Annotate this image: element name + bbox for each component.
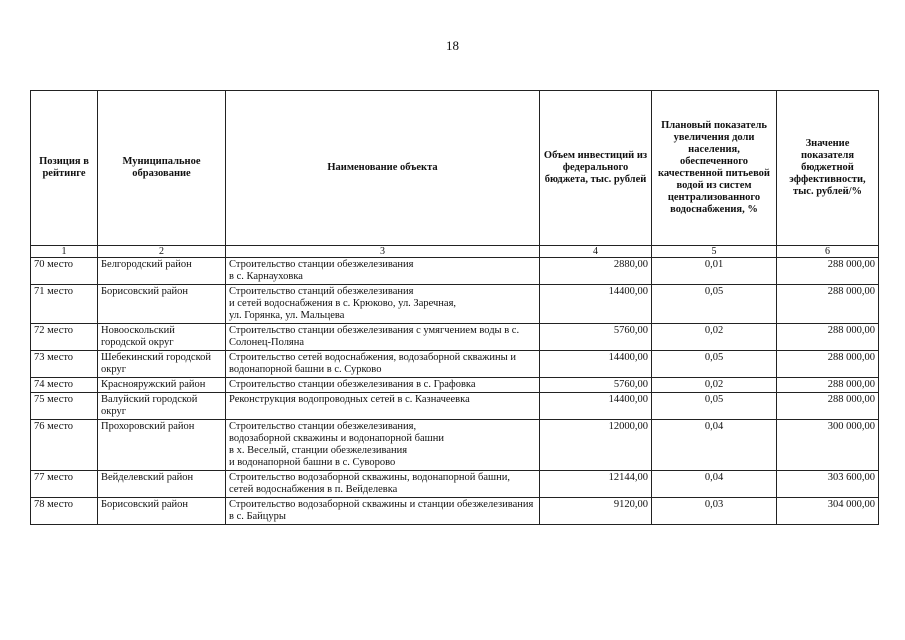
column-number: 5 [652, 246, 777, 258]
row-efficiency: 288 000,00 [777, 393, 879, 420]
rating-table [30, 90, 879, 525]
table-row [31, 324, 879, 351]
row-object-name: Строительство водозаборной скважины и станции обезжелезивания в с. Байцуры [226, 498, 540, 525]
row-position: 77 место [31, 471, 98, 498]
row-position: 76 место [31, 420, 98, 471]
row-investment: 12144,00 [540, 471, 652, 498]
table-row [31, 393, 879, 420]
row-object-name: Строительство сетей водоснабжения, водозаборной скважины и водонапорной башни в с. Сурково [226, 351, 540, 378]
column-number: 2 [98, 246, 226, 258]
row-position: 78 место [31, 498, 98, 525]
table-row [31, 258, 879, 285]
column-number: 6 [777, 246, 879, 258]
row-municipality: Вейделевский район [98, 471, 226, 498]
row-position: 70 место [31, 258, 98, 285]
row-object-name: Строительство станции обезжелезивания в с. Графовка [226, 378, 540, 393]
row-indicator: 0,05 [652, 285, 777, 324]
header-object: Наименование объекта [226, 91, 540, 246]
row-indicator: 0,01 [652, 258, 777, 285]
row-indicator: 0,05 [652, 351, 777, 378]
row-indicator: 0,02 [652, 324, 777, 351]
row-investment: 2880,00 [540, 258, 652, 285]
header-indicator: Плановый показатель увеличения доли населения, обеспеченного качественной питьевой водой из систем централизованного водоснабжения, % [652, 91, 777, 246]
header-municipality: Муниципальное образование [98, 91, 226, 246]
row-investment: 14400,00 [540, 393, 652, 420]
row-investment: 14400,00 [540, 285, 652, 324]
row-municipality: Прохоровский район [98, 420, 226, 471]
row-object-name: Строительство станции обезжелезивания, водозаборной скважины и водонапорной башни в х. Веселый, станции обезжелезивания и водонапорной башни в с. Суворово [226, 420, 540, 471]
table-row [31, 498, 879, 525]
row-position: 72 место [31, 324, 98, 351]
row-object-name: Строительство водозаборной скважины, водонапорной башни, сетей водоснабжения в п. Вейделевка [226, 471, 540, 498]
row-position: 71 место [31, 285, 98, 324]
row-municipality: Белгородский район [98, 258, 226, 285]
column-number: 4 [540, 246, 652, 258]
header-efficiency: Значение показателя бюджетной эффективности, тыс. рублей/% [777, 91, 879, 246]
table-row [31, 378, 879, 393]
table-row [31, 471, 879, 498]
row-position: 73 место [31, 351, 98, 378]
row-indicator: 0,04 [652, 420, 777, 471]
header-investment: Объем инвестиций из федерального бюджета, тыс. рублей [540, 91, 652, 246]
row-indicator: 0,05 [652, 393, 777, 420]
row-efficiency: 304 000,00 [777, 498, 879, 525]
page-number: 18 [446, 38, 459, 53]
row-efficiency: 288 000,00 [777, 258, 879, 285]
row-efficiency: 288 000,00 [777, 351, 879, 378]
row-object-name: Строительство станции обезжелезивания с умягчением воды в с. Солонец-Поляна [226, 324, 540, 351]
table-row [31, 420, 879, 471]
row-position: 74 место [31, 378, 98, 393]
row-efficiency: 288 000,00 [777, 285, 879, 324]
table-row [31, 351, 879, 378]
row-position: 75 место [31, 393, 98, 420]
row-investment: 12000,00 [540, 420, 652, 471]
row-object-name: Реконструкция водопроводных сетей в с. Казначеевка [226, 393, 540, 420]
row-indicator: 0,02 [652, 378, 777, 393]
row-municipality: Шебекинский городской округ [98, 351, 226, 378]
row-efficiency: 288 000,00 [777, 324, 879, 351]
table-row [31, 285, 879, 324]
table-header [31, 91, 879, 246]
row-efficiency: 288 000,00 [777, 378, 879, 393]
row-municipality: Валуйский городской округ [98, 393, 226, 420]
row-investment: 5760,00 [540, 378, 652, 393]
row-investment: 5760,00 [540, 324, 652, 351]
row-efficiency: 303 600,00 [777, 471, 879, 498]
row-municipality: Борисовский район [98, 285, 226, 324]
row-investment: 14400,00 [540, 351, 652, 378]
row-efficiency: 300 000,00 [777, 420, 879, 471]
column-number: 3 [226, 246, 540, 258]
table-body [31, 246, 879, 525]
column-numbers-row [31, 246, 879, 258]
row-municipality: Краснояружский район [98, 378, 226, 393]
row-indicator: 0,04 [652, 471, 777, 498]
row-object-name: Строительство станции обезжелезивания в с. Карнауховка [226, 258, 540, 285]
row-indicator: 0,03 [652, 498, 777, 525]
row-investment: 9120,00 [540, 498, 652, 525]
column-number: 1 [31, 246, 98, 258]
header-position: Позиция в рейтинге [31, 91, 98, 246]
row-object-name: Строительство станций обезжелезивания и сетей водоснабжения в с. Крюково, ул. Заречная, ул. Горянка, ул. Мальцева [226, 285, 540, 324]
row-municipality: Новооскольский городской округ [98, 324, 226, 351]
row-municipality: Борисовский район [98, 498, 226, 525]
